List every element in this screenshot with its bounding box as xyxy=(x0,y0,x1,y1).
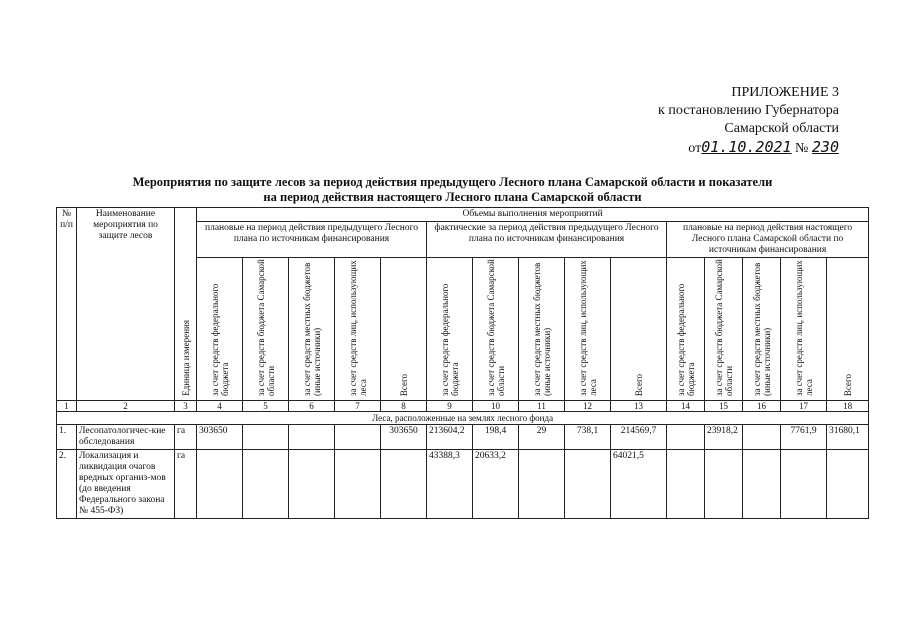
col-number: 10 xyxy=(473,401,519,412)
cell-value xyxy=(381,450,427,519)
cell-value: 23918,2 xyxy=(705,425,743,450)
handwritten-number: 230 xyxy=(811,138,839,156)
header-federal: за счет средств федерального бюджета xyxy=(197,258,243,401)
measures-table xyxy=(56,207,869,519)
col-number: 11 xyxy=(519,401,565,412)
header-group-actual-previous: фактические за период действия предыдущего Лесного плана по источникам финансирования xyxy=(427,222,667,258)
cell-value xyxy=(781,450,827,519)
cell-value: 29 xyxy=(519,425,565,450)
col-number: 5 xyxy=(243,401,289,412)
cell-value xyxy=(743,425,781,450)
cell-value xyxy=(197,450,243,519)
cell-value: 31680,1 xyxy=(827,425,869,450)
table-row xyxy=(57,425,869,450)
column-number-row xyxy=(57,401,869,412)
handwritten-date: 01.10.2021 xyxy=(701,138,792,156)
cell-value: 7761,9 xyxy=(781,425,827,450)
date-prefix: от xyxy=(688,141,702,156)
section-title: Леса, расположенные на землях лесного фонда xyxy=(57,412,869,425)
header-regional: за счет средств бюджета Самарской области xyxy=(705,258,743,401)
appendix-date-line xyxy=(658,138,839,158)
cell-value xyxy=(335,450,381,519)
cell-unit: га xyxy=(175,425,197,450)
col-number: 14 xyxy=(667,401,705,412)
cell-value xyxy=(243,450,289,519)
cell-value: 303650 xyxy=(381,425,427,450)
header-group-planned-current: плановые на период действия настоящего Лесного плана Самарской области по источникам финансирования xyxy=(667,222,869,258)
header-total: Всего xyxy=(611,258,667,401)
col-number: 8 xyxy=(381,401,427,412)
cell-name: Лесопатологичес-кие обследования xyxy=(77,425,175,450)
header-name: Наименование мероприятия по защите лесов xyxy=(77,208,175,401)
cell-value: 213604,2 xyxy=(427,425,473,450)
header-regional: за счет средств бюджета Самарской области xyxy=(473,258,519,401)
header-federal: за счет средств федерального бюджета xyxy=(427,258,473,401)
cell-value: 738,1 xyxy=(565,425,611,450)
col-number: 9 xyxy=(427,401,473,412)
header-num: № п/п xyxy=(57,208,77,401)
header-total: Всего xyxy=(381,258,427,401)
header-unit: Единица измерения xyxy=(175,208,197,401)
header-users: за счет средств лиц, использующих леса xyxy=(565,258,611,401)
table-row xyxy=(57,450,869,519)
header-local: за счет средств местных бюджетов (иные источники) xyxy=(289,258,335,401)
cell-value xyxy=(667,450,705,519)
section-row xyxy=(57,412,869,425)
cell-value xyxy=(243,425,289,450)
header-federal: за счет средств федерального бюджета xyxy=(667,258,705,401)
cell-value xyxy=(519,450,565,519)
cell-unit: га xyxy=(175,450,197,519)
cell-value xyxy=(743,450,781,519)
appendix-header xyxy=(658,84,839,158)
col-number: 3 xyxy=(175,401,197,412)
title-line-2: на период действия настоящего Лесного плана Самарской области xyxy=(263,190,642,204)
header-group-planned-previous: плановые на период действия предыдущего Лесного плана по источникам финансирования xyxy=(197,222,427,258)
header-volumes: Объемы выполнения мероприятий xyxy=(197,208,869,222)
cell-value xyxy=(289,450,335,519)
title-line-1: Мероприятия по защите лесов за период действия предыдущего Лесного плана Самарской области и показатели xyxy=(132,175,773,189)
cell-value xyxy=(827,450,869,519)
cell-value xyxy=(289,425,335,450)
col-number: 12 xyxy=(565,401,611,412)
header-users: за счет средств лиц, использующих леса xyxy=(335,258,381,401)
cell-value: 198,4 xyxy=(473,425,519,450)
cell-value: 214569,7 xyxy=(611,425,667,450)
cell-name: Локализация и ликвидация очагов вредных организ-мов (до введения Федерального закона № 455-ФЗ) xyxy=(77,450,175,519)
col-number: 4 xyxy=(197,401,243,412)
cell-num: 1. xyxy=(57,425,77,450)
cell-value xyxy=(705,450,743,519)
cell-value: 20633,2 xyxy=(473,450,519,519)
col-number: 16 xyxy=(743,401,781,412)
col-number: 1 xyxy=(57,401,77,412)
col-number: 18 xyxy=(827,401,869,412)
cell-value xyxy=(667,425,705,450)
col-number: 2 xyxy=(77,401,175,412)
cell-value xyxy=(565,450,611,519)
col-number: 6 xyxy=(289,401,335,412)
appendix-resolution: к постановлению Губернатора xyxy=(658,103,839,118)
header-local: за счет средств местных бюджетов (иные источники) xyxy=(519,258,565,401)
header-local: за счет средств местных бюджетов (иные источники) xyxy=(743,258,781,401)
number-sign: № xyxy=(795,141,809,156)
header-total: Всего xyxy=(827,258,869,401)
cell-num: 2. xyxy=(57,450,77,519)
cell-value: 43388,3 xyxy=(427,450,473,519)
col-number: 7 xyxy=(335,401,381,412)
header-regional: за счет средств бюджета Самарской области xyxy=(243,258,289,401)
document-title xyxy=(0,175,905,205)
appendix-region: Самарской области xyxy=(724,121,839,136)
cell-value: 303650 xyxy=(197,425,243,450)
cell-value: 64021,5 xyxy=(611,450,667,519)
col-number: 15 xyxy=(705,401,743,412)
cell-value xyxy=(335,425,381,450)
header-users: за счет средств лиц, использующих леса xyxy=(781,258,827,401)
col-number: 17 xyxy=(781,401,827,412)
appendix-title: ПРИЛОЖЕНИЕ 3 xyxy=(731,85,839,100)
col-number: 13 xyxy=(611,401,667,412)
